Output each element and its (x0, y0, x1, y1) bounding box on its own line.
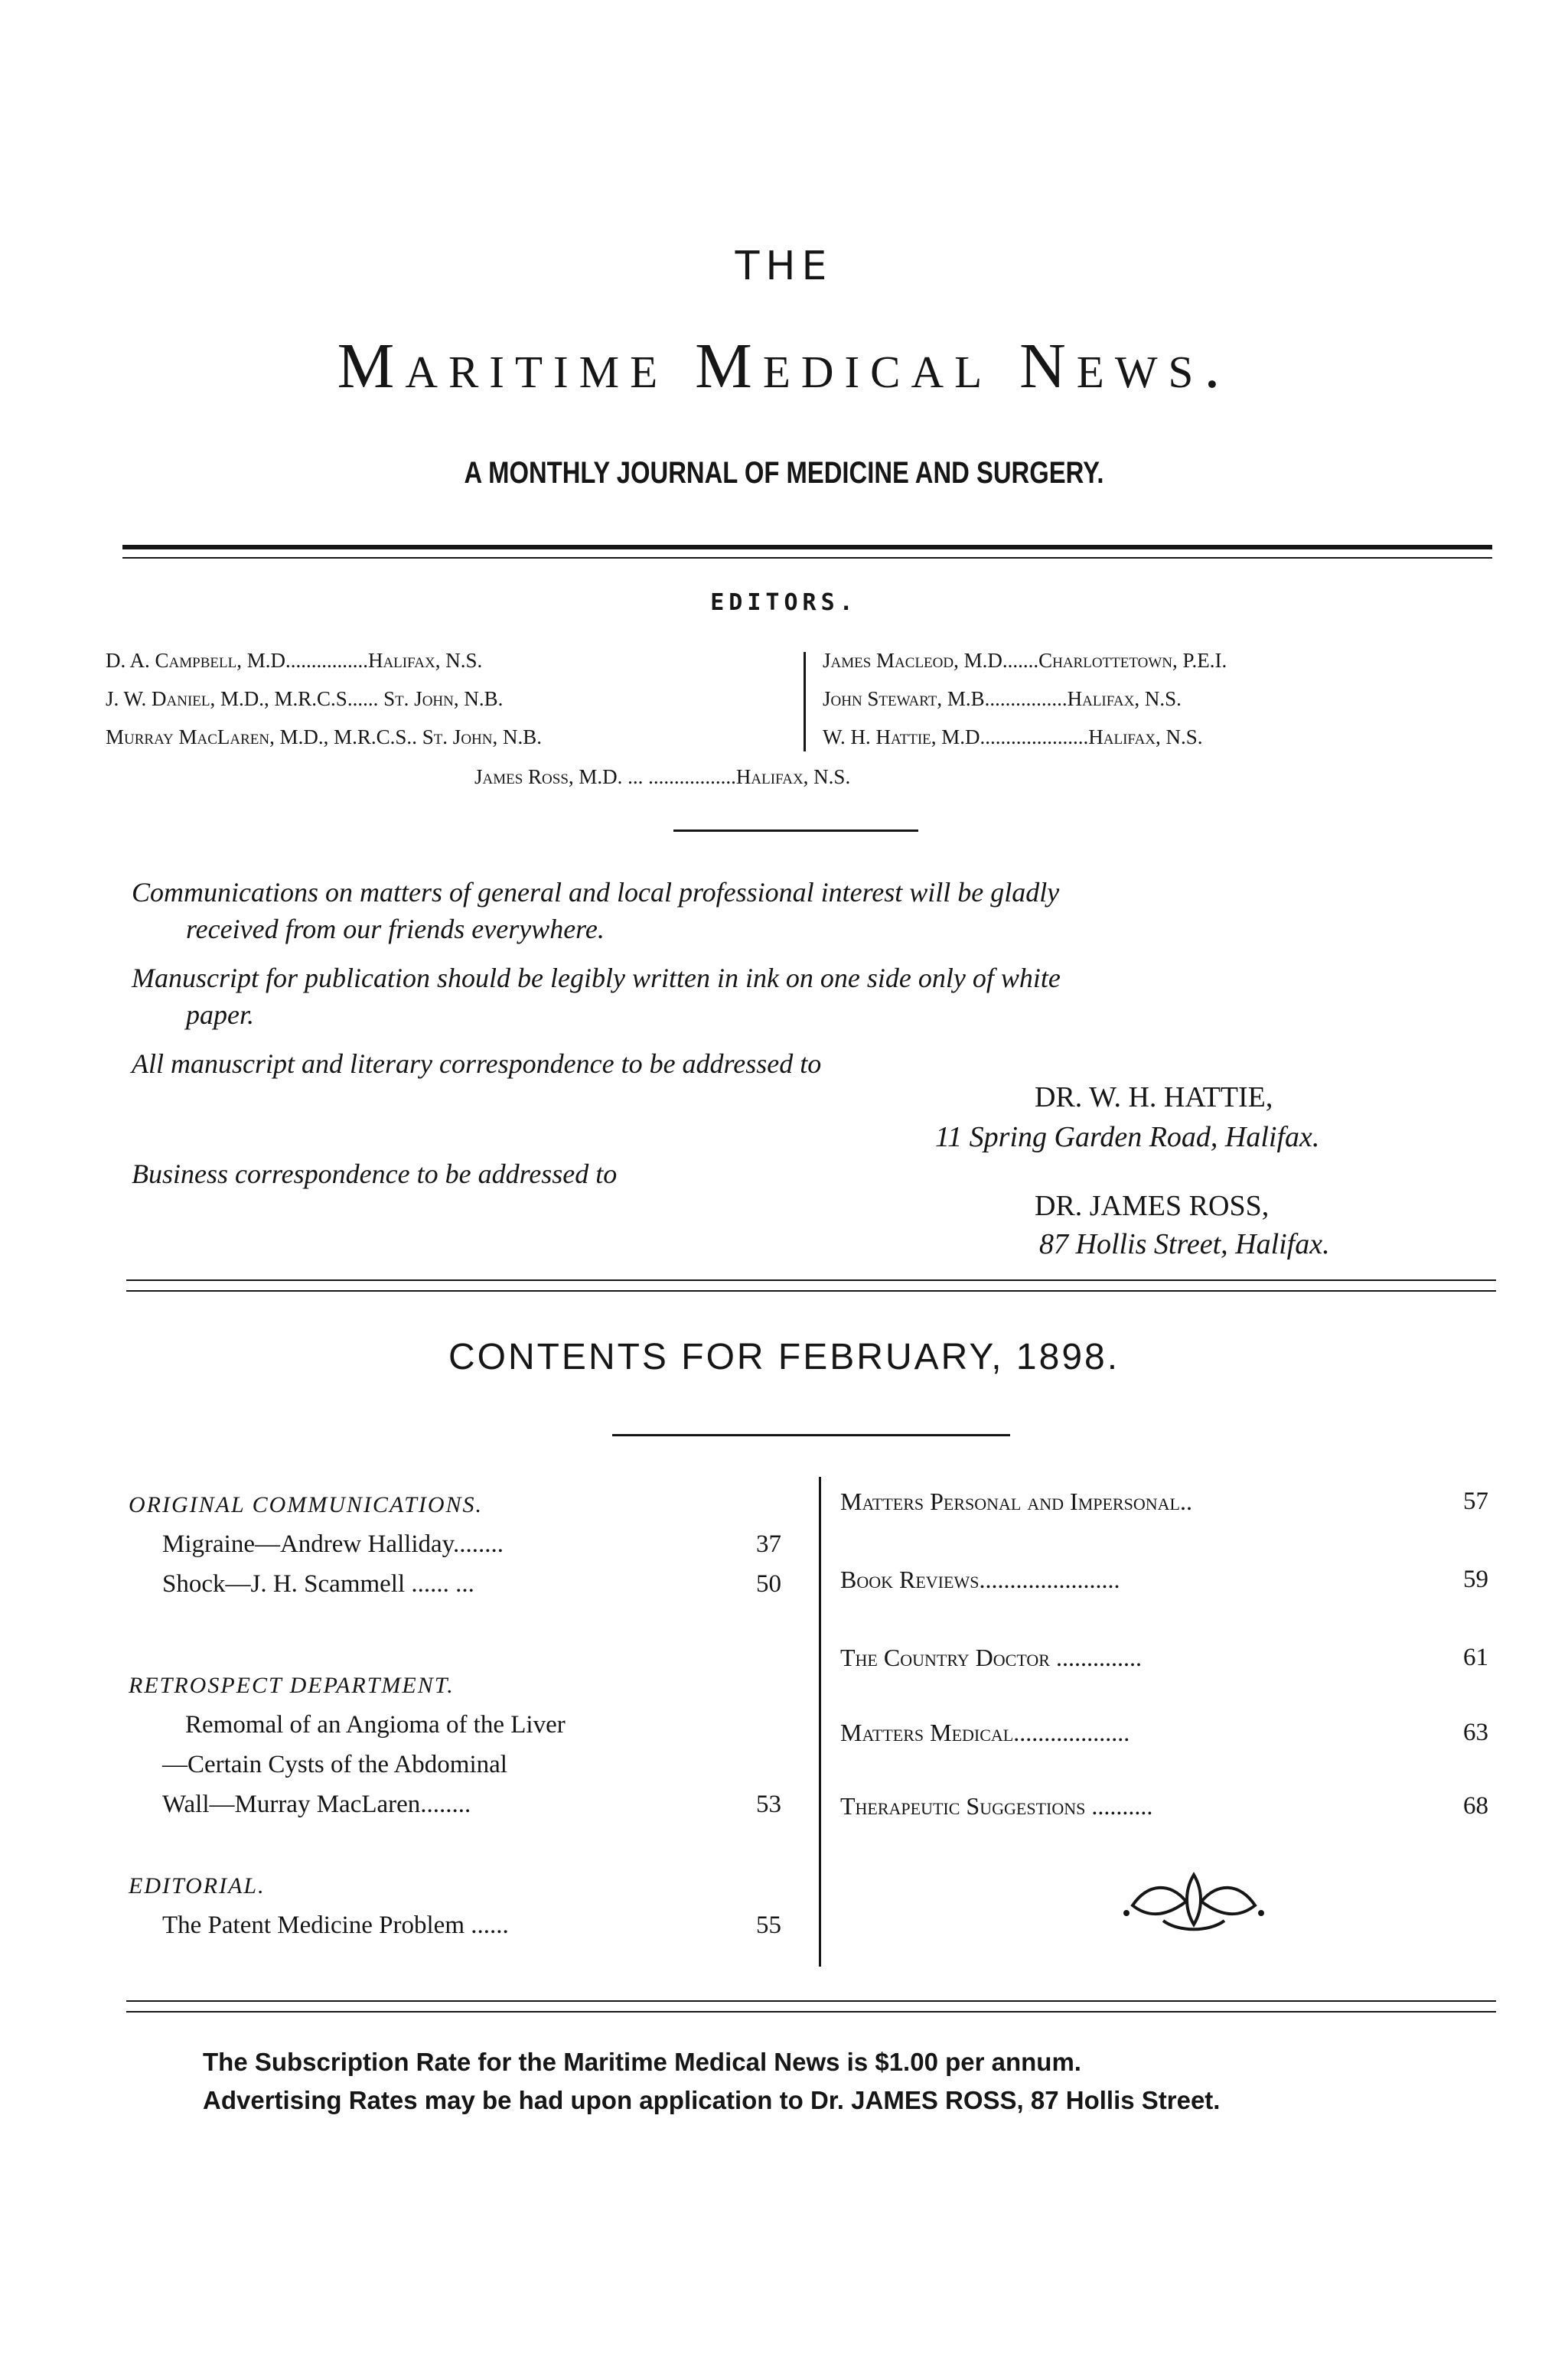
editor-name: James Ross, M.D (474, 765, 618, 788)
editor-dots: ....... (1002, 649, 1039, 672)
toc-right-3-page: 61 (1463, 1644, 1488, 1671)
editor-place: Halifax, N.S. (735, 765, 851, 788)
editor-right-2 (823, 687, 1182, 711)
toc-retro-page: 53 (756, 1791, 781, 1818)
editor-place: St. John, N.B. (383, 687, 504, 710)
masthead-rule-thin (122, 557, 1492, 559)
toc-retro-line-1: Remomal of an Angioma of the Liver (185, 1711, 566, 1739)
toc-right-2-page: 59 (1463, 1566, 1488, 1593)
toc-right-5: Therapeutic Suggestions .......... (840, 1792, 1153, 1820)
editor-left-1 (106, 649, 482, 673)
toc-migraine: Migraine—Andrew Halliday........ (162, 1530, 504, 1558)
editor-dots: ..................... (980, 725, 1089, 748)
notice-business: Business correspondence to be addressed to (132, 1159, 618, 1189)
editor-right-3 (823, 725, 1203, 749)
editor-place: Halifax, N.S. (367, 649, 483, 672)
masthead-rule-thick (122, 545, 1492, 549)
toc-right-4: Matters Medical................... (840, 1719, 1130, 1746)
editor-place: . St. John, N.B. (412, 725, 542, 748)
editors-divider (804, 652, 806, 751)
toc-patent-page: 55 (756, 1912, 781, 1939)
editor-name: W. H. Hattie, M.D (823, 725, 980, 748)
editors-short-rule (673, 829, 918, 832)
notices-rule-1 (126, 1279, 1496, 1281)
editor-name: D. A. Campbell, M.D (106, 649, 285, 672)
notice-communications-1: Communications on matters of general and local professional interest will be gladly (132, 877, 1060, 908)
toc-right-1-page: 57 (1463, 1488, 1488, 1515)
editor-right-1 (823, 649, 1227, 673)
toc-right-1: Matters Personal and Impersonal.. (840, 1488, 1192, 1515)
floral-ornament-icon (1117, 1867, 1270, 1936)
notice-manuscript-2: paper. (186, 999, 254, 1030)
toc-retro-line-3: Wall—Murray MacLaren........ (162, 1791, 471, 1818)
editorial-heading: EDITORIAL. (129, 1873, 266, 1899)
notice-literary: All manuscript and literary correspondence to be addressed to (132, 1048, 822, 1079)
footer-rule-2 (126, 2011, 1496, 2013)
toc-shock-page: 50 (756, 1570, 781, 1598)
toc-patent: The Patent Medicine Problem ...... (162, 1912, 509, 1939)
editors-heading: EDITORS. (710, 589, 858, 616)
hattie-address: 11 Spring Garden Road, Halifax. (935, 1121, 1320, 1153)
toc-right-5-page: 68 (1463, 1792, 1488, 1820)
advertising-rates: Advertising Rates may be had upon application to Dr. JAMES ROSS, 87 Hollis Street. (203, 2086, 1221, 2114)
editor-bottom (474, 765, 850, 789)
journal-subtitle: A MONTHLY JOURNAL OF MEDICINE AND SURGERY. (464, 456, 1104, 490)
retrospect-heading: RETROSPECT DEPARTMENT. (129, 1673, 455, 1698)
toc-right-3: The Country Doctor .............. (840, 1644, 1142, 1671)
editor-place: Halifax, N.S. (1067, 687, 1182, 710)
toc-migraine-page: 37 (756, 1530, 781, 1558)
contents-divider (819, 1477, 821, 1967)
notice-manuscript-1: Manuscript for publication should be legibly written in ink on one side only of white (132, 963, 1061, 993)
editor-left-3 (106, 725, 542, 749)
editor-name: Murray MacLaren, M.D., M.R.C.S. (106, 725, 412, 748)
contents-title: CONTENTS FOR FEBRUARY, 1898. (448, 1337, 1120, 1377)
editor-place: Charlottetown, P.E.I. (1038, 649, 1227, 672)
contents-short-rule (612, 1434, 1010, 1436)
subscription-rate: The Subscription Rate for the Maritime Medical News is $1.00 per annum. (203, 2048, 1081, 2076)
notice-communications-2: received from our friends everywhere. (186, 914, 605, 944)
editor-dots: . ... ................. (617, 765, 736, 788)
editor-dots: ................ (984, 687, 1068, 710)
footer-rule-1 (126, 2000, 1496, 2002)
ross-address: 87 Hollis Street, Halifax. (1039, 1228, 1330, 1260)
journal-title: Maritime Medical News. (337, 331, 1231, 402)
editor-dots: ................ (285, 649, 368, 672)
editor-name: James Macleod, M.D (823, 649, 1002, 672)
original-communications-heading: ORIGINAL COMMUNICATIONS. (129, 1492, 484, 1517)
journal-prefix: THE (735, 243, 833, 289)
toc-retro-line-2: —Certain Cysts of the Abdominal (162, 1751, 507, 1778)
toc-right-4-page: 63 (1463, 1719, 1488, 1746)
editor-name: John Stewart, M.B (823, 687, 985, 710)
ross-name: DR. JAMES ROSS, (1035, 1190, 1270, 1222)
notices-rule-2 (126, 1290, 1496, 1292)
hattie-name: DR. W. H. HATTIE, (1035, 1081, 1273, 1113)
editor-left-2 (106, 687, 503, 711)
editor-place: Halifax, N.S. (1088, 725, 1203, 748)
toc-shock: Shock—J. H. Scammell ...... ... (162, 1570, 474, 1598)
editor-dots: ...... (347, 687, 379, 710)
toc-right-2: Book Reviews....................... (840, 1566, 1120, 1593)
editor-name: J. W. Daniel, M.D., M.R.C.S (106, 687, 347, 710)
